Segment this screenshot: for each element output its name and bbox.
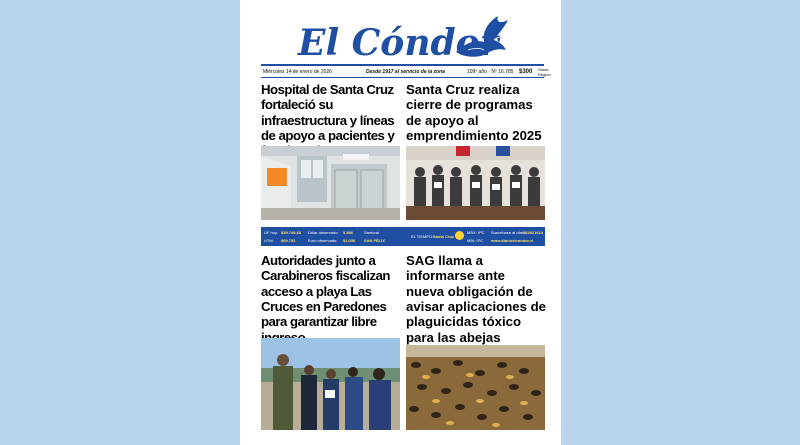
beach-inspection-photo <box>261 338 400 430</box>
euro-label: Euro observado: <box>308 238 338 243</box>
santoral-label: Santoral <box>364 230 379 235</box>
headline-sag[interactable]: SAG llama a informarse ante nueva obligación de avisar aplicaciones de plaguicidas tóxico para las abejas <box>406 253 547 345</box>
headline-hospital[interactable]: Hospital de Santa Cruz fortaleció su infraestructura y líneas de apoyo a pacientes y <box>261 82 395 143</box>
group-ceremony-photo <box>406 146 545 220</box>
website[interactable]: www.diarioelcondor.cl <box>491 238 534 243</box>
utm-label: UTM: <box>264 238 274 243</box>
dolar-label: Dólar observado: <box>308 230 339 235</box>
headline-carabineros[interactable]: Autoridades junto a Carabineros fiscalizan acceso a playa Las Cruces en Paredones para garantizar libre <box>261 253 390 330</box>
santoral-value: SAN FÉLIX <box>364 238 385 243</box>
slogan: Desde 1917 al servicio de la zona <box>366 68 445 75</box>
condor-icon <box>454 12 512 64</box>
issue-number: 109º año · Nº 16.785 <box>467 68 514 75</box>
region: Santa Región <box>538 66 551 77</box>
phone-value: 722821614 <box>523 230 544 235</box>
weather-place: Santa Cruz <box>433 234 454 239</box>
min-temp: MÍN: 0ºC <box>467 238 484 243</box>
bees-photo <box>406 345 545 430</box>
weather-label: EL TIEMPO: <box>411 234 434 239</box>
newspaper-logo: El Cóndor <box>298 22 499 64</box>
hospital-corridor-photo <box>261 146 400 220</box>
phone-label: Suscríbase al diario: <box>491 230 528 235</box>
price: $300 <box>519 68 533 75</box>
uf-label: UF hoy: <box>264 230 279 235</box>
dolar-value: $ 886 <box>343 230 354 235</box>
issue-date: Miércoles 14 de enero de 2026 <box>263 68 332 75</box>
euro-value: $1.036 <box>343 238 356 243</box>
max-temp: MÁX: 9ºC <box>467 230 485 235</box>
newspaper-cover <box>240 0 561 445</box>
indicators-bar <box>261 227 545 246</box>
utm-value: $69.751 <box>281 238 296 243</box>
masthead <box>240 8 561 64</box>
headline-emprendimiento[interactable]: Santa Cruz realiza cierre de programas de apoyo al emprendimiento 2025 <box>406 82 542 143</box>
info-bar <box>261 64 551 78</box>
sun-icon <box>455 231 464 240</box>
uf-value: $39.749,68 <box>281 230 302 235</box>
